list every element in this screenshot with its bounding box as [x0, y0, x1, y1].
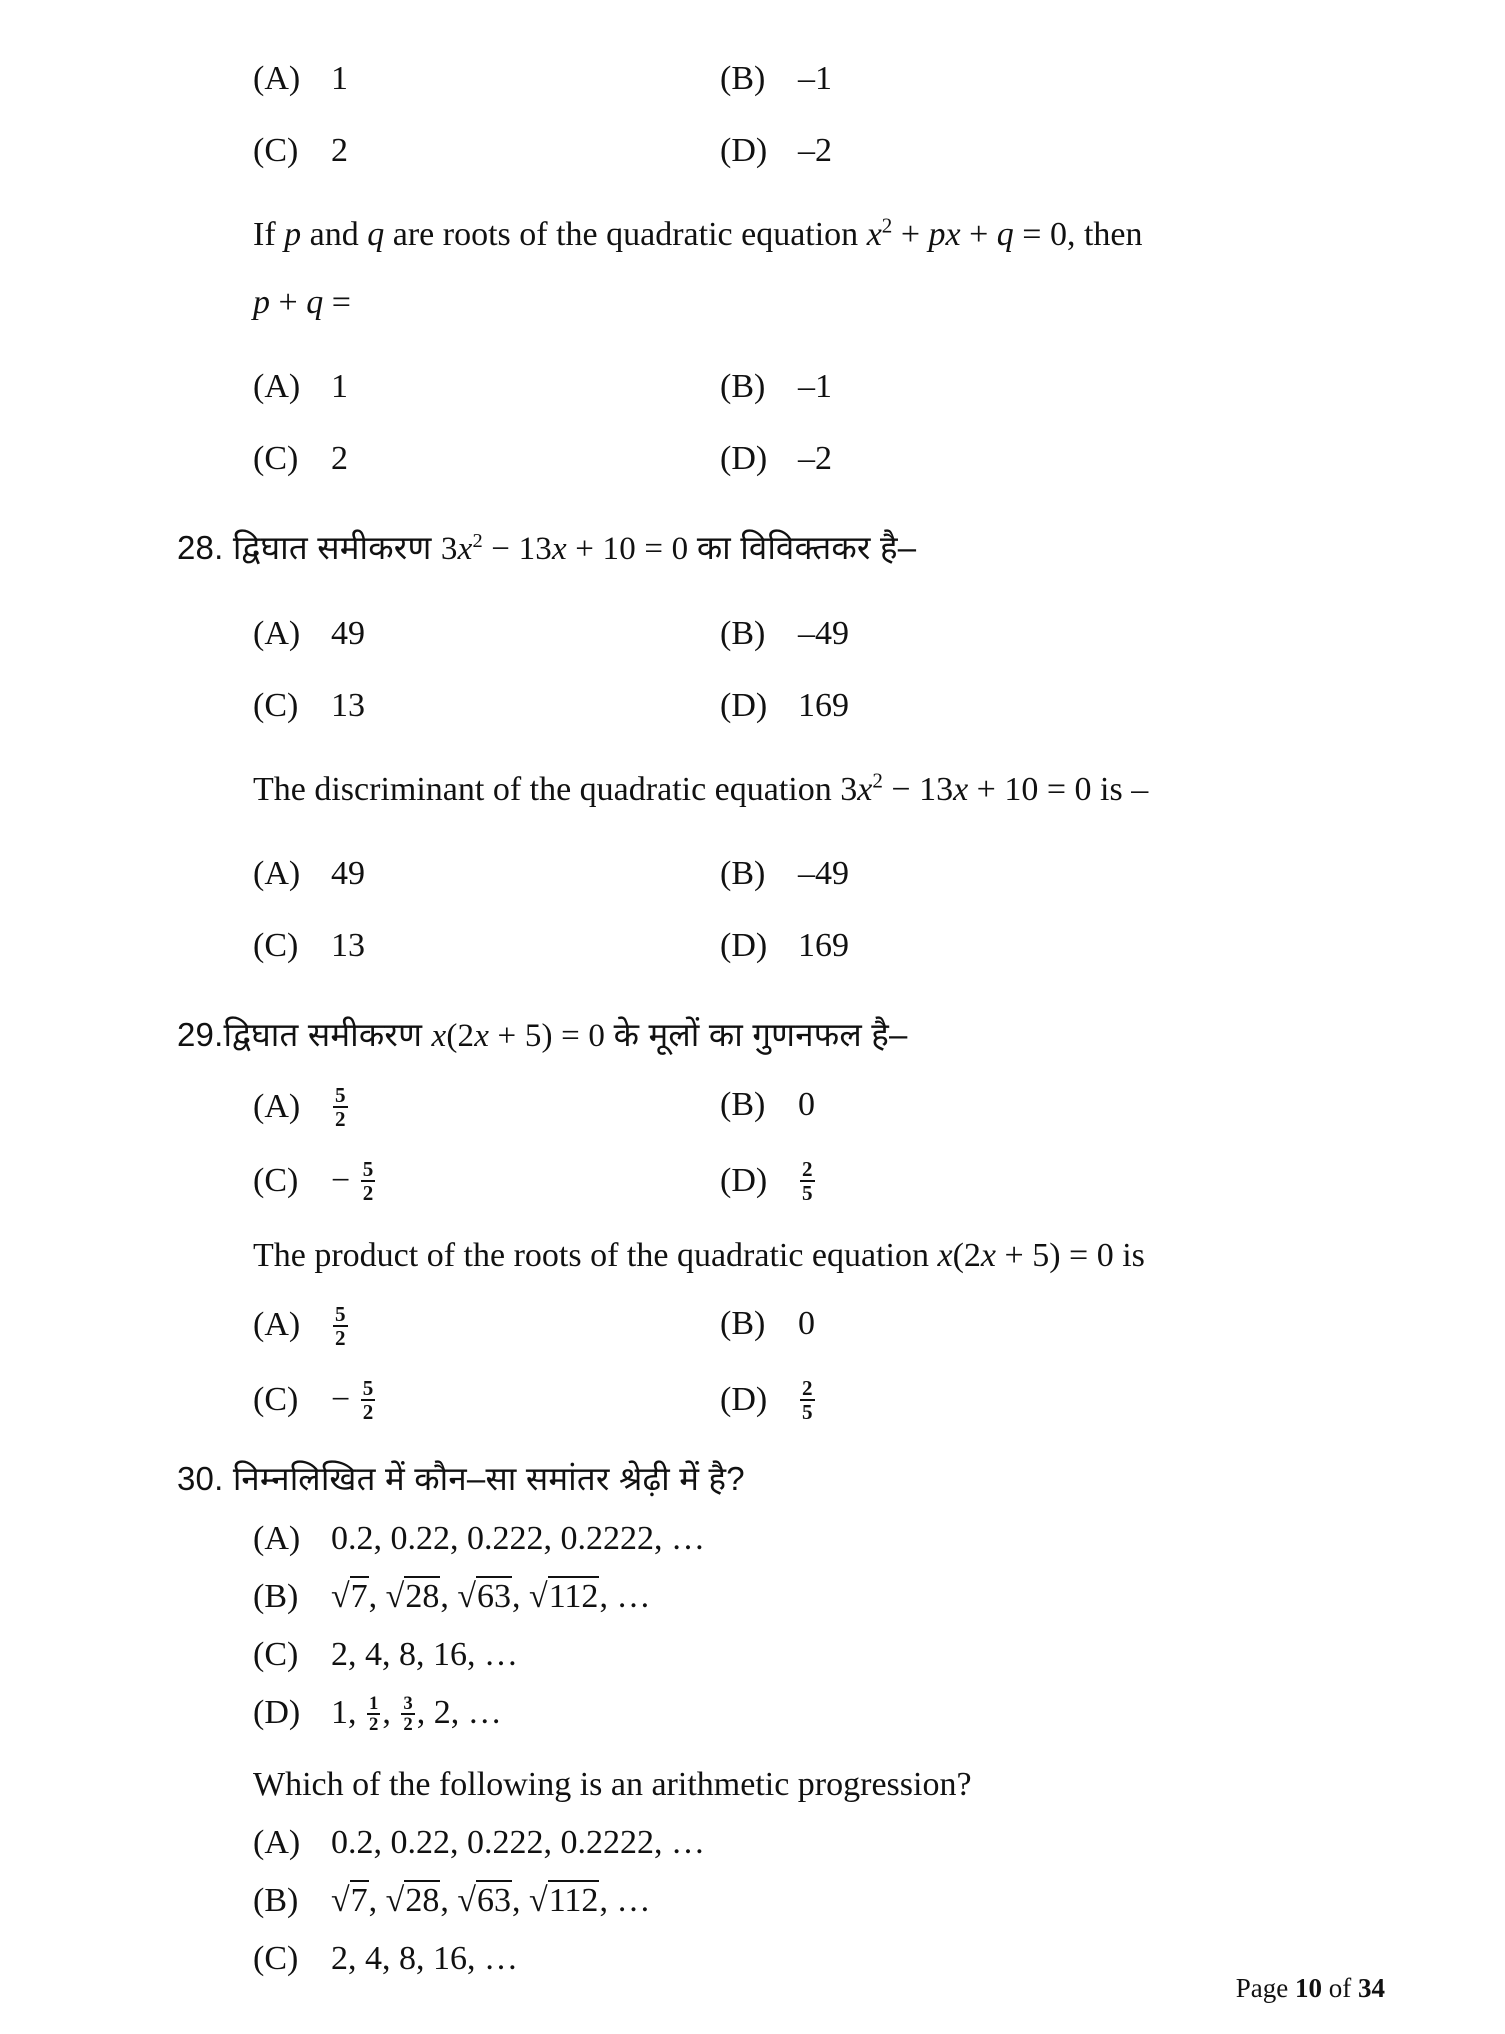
option-a[interactable]: [215, 1520, 720, 1558]
question-number: 30.: [177, 1460, 224, 1497]
q30-english-options-group: [215, 1824, 1385, 1978]
option-label: (A): [253, 855, 301, 892]
radical: √28: [385, 1881, 440, 1919]
q27-hindi-options-group: [215, 60, 1385, 170]
option-label: (C): [253, 1162, 299, 1200]
radical: √7: [331, 1881, 368, 1919]
option-value: 169: [798, 927, 849, 964]
option-label: (B): [720, 1304, 766, 1342]
option-a[interactable]: [215, 1083, 720, 1132]
q28-english-stem: The discriminant of the quadratic equation $3x^2 - 13x + 10 = 0$ is –: [253, 768, 1149, 808]
option-value: [798, 1375, 817, 1425]
option-b[interactable]: [720, 368, 832, 406]
q30-english-stem: Which of the following is an arithmetic progression?: [253, 1765, 972, 1803]
option-label: (D): [720, 687, 768, 724]
option-value: 13: [331, 687, 365, 724]
option-row: [215, 855, 1385, 893]
fraction-denominator: 2: [403, 1714, 413, 1736]
radicand: 112: [548, 1881, 599, 1919]
option-label: (B): [720, 368, 766, 405]
option-label: (C): [253, 1939, 299, 1977]
fraction: [333, 1084, 348, 1130]
spacer: [215, 254, 1385, 284]
option-value: 0.2, 0.22, 0.222, 0.2222, …: [331, 1823, 705, 1861]
option-value: √7, √28, √63, √112, …: [331, 1578, 651, 1615]
option-label: (B): [253, 1881, 299, 1919]
fraction-numerator: 1: [369, 1692, 379, 1714]
option-value: 2: [331, 440, 348, 477]
question-equation: $3x^2 - 13x + 10 = 0$: [440, 530, 697, 567]
option-c[interactable]: [215, 440, 720, 478]
option-value: √7, √28, √63, √112, …: [331, 1881, 651, 1919]
radicand: 28: [405, 1881, 440, 1919]
q29-english-stem: The product of the roots of the quadratic equation x(2x + 5) = 0 is: [253, 1236, 1145, 1274]
option-value: 1, $\frac{1}{2}$ , $\frac{3}{2}$ , 2, …: [331, 1692, 502, 1736]
fraction: [800, 1158, 815, 1204]
option-c[interactable]: [215, 132, 720, 170]
option-a[interactable]: [215, 855, 720, 893]
sequence-tail: 2, …: [433, 1694, 502, 1731]
spacer: [215, 322, 1385, 368]
fraction-numerator: 5: [362, 1375, 374, 1400]
option-value: –2: [798, 440, 832, 477]
option-row: [215, 687, 1385, 725]
option-d[interactable]: [720, 132, 832, 170]
spacer: [215, 1736, 1385, 1766]
option-row: [215, 1301, 1385, 1351]
q30-hindi-options-group: [215, 1520, 1385, 1736]
radical: √28: [385, 1578, 440, 1615]
option-label: (D): [720, 927, 768, 964]
fraction: [367, 1694, 380, 1735]
option-value: 2: [331, 132, 348, 169]
option-label: (B): [253, 1578, 299, 1615]
option-row: [215, 1083, 1385, 1132]
option-a[interactable]: [215, 1824, 720, 1862]
option-value: 49: [331, 855, 365, 892]
option-value: 49: [331, 615, 365, 652]
option-d[interactable]: [720, 440, 832, 478]
option-row: [215, 368, 1385, 406]
spacer: [215, 170, 1385, 216]
footer-page-number: 10: [1295, 1973, 1322, 2003]
radicand: 112: [548, 1578, 599, 1615]
radicand: 28: [405, 1578, 440, 1615]
option-label: (A): [253, 368, 301, 405]
option-value: 169: [798, 687, 849, 724]
q29-english-options-group: [215, 1301, 1385, 1426]
option-label: (D): [253, 1694, 301, 1731]
option-label: (A): [253, 60, 301, 97]
option-row: [215, 927, 1385, 965]
q27-english-stem-line2: p + q =: [253, 284, 351, 321]
ellipsis: …: [616, 1578, 651, 1615]
question-text-before: द्विघात समीकरण: [232, 529, 432, 566]
radicand: 63: [477, 1578, 512, 1615]
question-text-before: निम्नलिखित में कौन–सा समांतर श्रेढ़ी में है?: [232, 1460, 745, 1497]
q28-hindi-stem: [177, 524, 1385, 569]
option-value: [331, 1301, 350, 1351]
option-row: [215, 132, 1385, 170]
fraction-numerator: 2: [802, 1157, 813, 1182]
q28-english-options-group: [215, 855, 1385, 965]
fraction: [361, 1158, 376, 1204]
radicand: 7: [350, 1578, 368, 1615]
option-label: (A): [253, 1823, 301, 1861]
minus-sign: −: [331, 1380, 351, 1418]
spacer: [215, 1425, 1385, 1455]
option-label: (C): [253, 687, 299, 724]
option-value: 2, 4, 8, 16, …: [331, 1636, 518, 1673]
q30-hindi-stem: [177, 1455, 1385, 1500]
fraction-denominator: 2: [335, 1325, 346, 1350]
option-b[interactable]: [215, 1578, 720, 1616]
option-a[interactable]: [215, 368, 720, 406]
spacer: [215, 478, 1385, 524]
spacer: [215, 1207, 1385, 1237]
option-value: –49: [798, 855, 849, 892]
option-value: [331, 1083, 350, 1132]
spacer: [215, 1056, 1385, 1086]
option-label: (C): [253, 1636, 299, 1673]
footer-middle: of: [1322, 1973, 1358, 2003]
option-label: (B): [720, 855, 766, 892]
minus-sign: −: [331, 1162, 351, 1200]
option-row: [215, 60, 1385, 98]
option-value: 13: [331, 927, 365, 964]
option-label: (C): [253, 1380, 299, 1418]
option-value: [798, 1157, 817, 1206]
option-label: (C): [253, 132, 299, 169]
option-c[interactable]: [215, 687, 720, 725]
option-c[interactable]: [215, 1636, 720, 1674]
fraction: [401, 1694, 414, 1735]
option-b[interactable]: [720, 1086, 815, 1124]
option-label: (A): [253, 1087, 301, 1125]
question-number: 29.: [177, 1016, 224, 1053]
radicand: 7: [350, 1881, 368, 1919]
option-d[interactable]: [215, 1694, 720, 1736]
sequence-lead: 1,: [331, 1694, 357, 1731]
fraction-numerator: 2: [802, 1375, 813, 1400]
fraction-denominator: 2: [362, 1181, 374, 1206]
option-a[interactable]: [215, 60, 720, 98]
q29-hindi-options-group: [215, 1083, 1385, 1207]
fraction-denominator: 5: [802, 1399, 813, 1424]
q27-english-options-group: [215, 368, 1385, 478]
spacer: [215, 1804, 1385, 1824]
radicand: 63: [477, 1881, 512, 1919]
option-value: 2, 4, 8, 16, …: [331, 1939, 518, 1977]
option-value: 0: [798, 1086, 815, 1123]
option-c[interactable]: [215, 1375, 720, 1425]
radical: √63: [457, 1578, 512, 1615]
option-label: (A): [253, 1306, 301, 1344]
option-value: –49: [798, 615, 849, 652]
option-value: –1: [798, 368, 832, 405]
option-a[interactable]: [215, 615, 720, 653]
option-value: –1: [798, 60, 832, 97]
spacer: [215, 1275, 1385, 1305]
option-value: [331, 1375, 377, 1425]
fraction-denominator: 2: [369, 1714, 379, 1736]
option-label: (D): [720, 1380, 768, 1418]
option-b[interactable]: [720, 60, 832, 98]
question-number: 28.: [177, 529, 224, 566]
option-label: (D): [720, 440, 768, 477]
question-text-after: का विविक्तकर है–: [696, 529, 917, 566]
fraction-numerator: 5: [362, 1157, 374, 1182]
radical: √7: [331, 1578, 368, 1615]
option-label: (B): [720, 615, 766, 652]
spacer: [215, 40, 1385, 60]
option-label: (D): [720, 1162, 768, 1200]
question-text-before: द्विघात समीकरण: [223, 1016, 423, 1053]
fraction-denominator: 5: [802, 1181, 813, 1206]
fraction-numerator: 5: [335, 1301, 346, 1326]
radical: √112: [529, 1578, 599, 1615]
question-equation: x(2x + 5) = 0: [431, 1018, 614, 1054]
option-value: 0.2, 0.22, 0.222, 0.2222, …: [331, 1520, 705, 1557]
option-row: [215, 1157, 1385, 1206]
option-b[interactable]: [720, 855, 849, 893]
spacer: [215, 725, 1385, 771]
page-footer: [1236, 1973, 1385, 2004]
option-label: (A): [253, 1520, 301, 1557]
option-label: (C): [253, 440, 299, 477]
option-c[interactable]: [215, 1157, 720, 1206]
radical: √112: [529, 1881, 599, 1919]
q29-hindi-stem: [177, 1011, 1385, 1056]
fraction-denominator: 2: [362, 1399, 374, 1424]
option-row: [215, 1375, 1385, 1425]
option-value: 0: [798, 1304, 815, 1342]
radical: √63: [457, 1881, 512, 1919]
option-d[interactable]: [720, 1375, 817, 1425]
option-label: (A): [253, 615, 301, 652]
option-b[interactable]: [215, 1882, 720, 1920]
spacer: [215, 965, 1385, 1011]
option-c[interactable]: [215, 927, 720, 965]
option-b[interactable]: [720, 1305, 815, 1343]
option-row: [215, 615, 1385, 653]
option-value: 1: [331, 60, 348, 97]
fraction: [333, 1303, 348, 1349]
option-row: [215, 440, 1385, 478]
fraction-numerator: 5: [335, 1083, 346, 1107]
spacer: [215, 809, 1385, 855]
option-label: (D): [720, 132, 768, 169]
question-text-after: के मूलों का गुणनफल है–: [613, 1016, 908, 1053]
q27-english-stem-line1: If p and q are roots of the quadratic equation $x^2$ + px + q = 0, then: [253, 213, 1143, 253]
fraction: [361, 1377, 376, 1423]
footer-total-pages: 34: [1358, 1973, 1385, 2003]
option-d[interactable]: [720, 1157, 817, 1206]
option-a[interactable]: [215, 1301, 720, 1351]
footer-prefix: Page: [1235, 1973, 1295, 2003]
option-value: 1: [331, 368, 348, 405]
option-value: [331, 1157, 377, 1206]
ellipsis: …: [616, 1881, 651, 1919]
option-d[interactable]: [720, 927, 849, 965]
option-c[interactable]: [215, 1940, 720, 1978]
fraction-denominator: 2: [335, 1107, 346, 1132]
q28-hindi-options-group: [215, 615, 1385, 725]
option-b[interactable]: [720, 615, 849, 653]
spacer: [215, 569, 1385, 615]
option-label: (C): [253, 927, 299, 964]
fraction-numerator: 3: [403, 1692, 413, 1714]
option-label: (B): [720, 1086, 766, 1123]
fraction: [800, 1377, 815, 1423]
option-label: (B): [720, 60, 766, 97]
option-value: –2: [798, 132, 832, 169]
spacer: [215, 1500, 1385, 1520]
option-d[interactable]: [720, 687, 849, 725]
